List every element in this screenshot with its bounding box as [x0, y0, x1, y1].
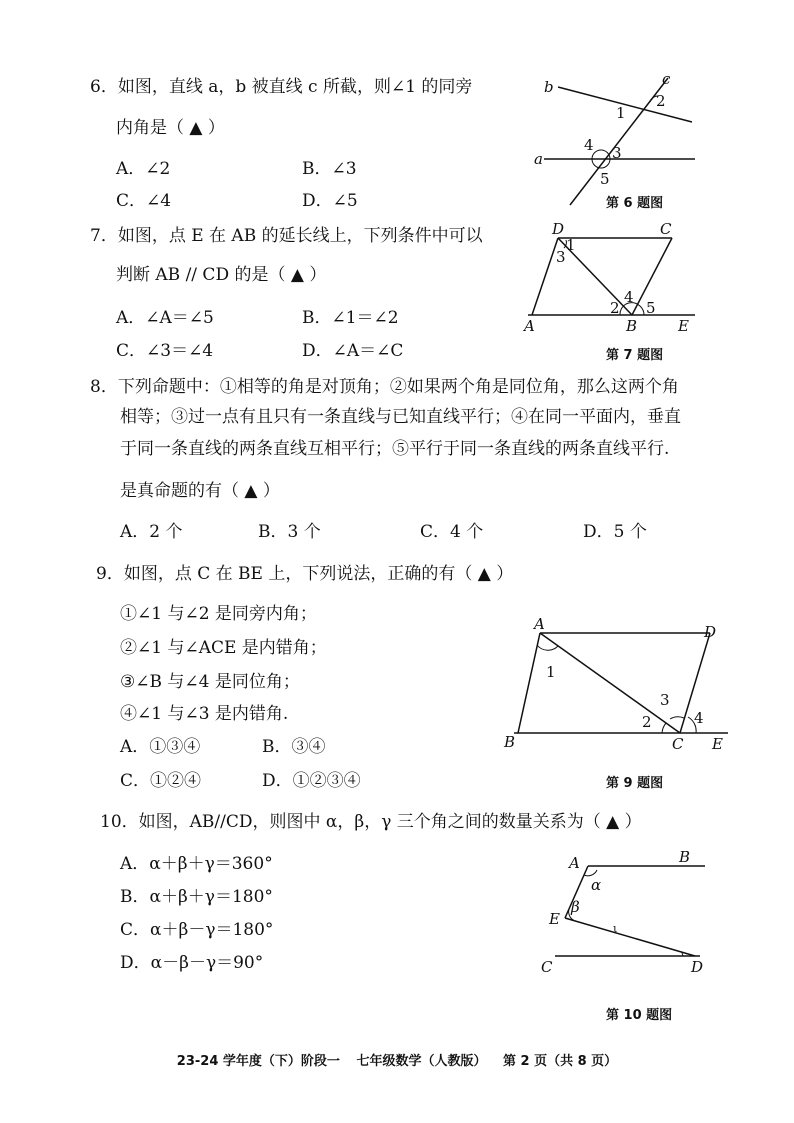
q8-line-3: 于同一条直线的两条直线互相平行；⑤平行于同一条直线的两条直线平行. — [120, 439, 670, 459]
q7-stem: 7．如图，点 E 在 AB 的延长线上，下列条件中可以 — [90, 226, 483, 246]
q7-caption: 第 7 题图 — [606, 348, 664, 363]
q7-label-4: 4 — [624, 288, 634, 306]
q8-option-c: C．4 个 — [420, 522, 484, 542]
q9-figure — [500, 615, 730, 755]
q10-label-a: A — [569, 854, 580, 872]
q7-label-3: 3 — [556, 248, 566, 266]
q9-option-a: A．①③④ — [120, 737, 201, 757]
q10-segment-ed — [565, 918, 695, 956]
q9-option-b: B．③④ — [262, 737, 326, 757]
q7-label-e: E — [678, 317, 689, 335]
q10-figure — [535, 848, 715, 978]
q6-stem-cont: 内角是（ ▲ ） — [116, 118, 225, 138]
q9-angle-arcs — [537, 645, 696, 733]
q9-segment-ab — [518, 633, 540, 733]
q9-label-b: B — [504, 733, 516, 751]
footer-exam: 23-24 学年度（下）阶段一 — [176, 1054, 340, 1069]
q8-option-d: D．5 个 — [583, 522, 647, 542]
q7-option-d: D．∠A＝∠C — [302, 341, 404, 361]
q7-label-b: B — [626, 317, 638, 335]
q9-statement-4: ④∠1 与∠3 是内错角. — [120, 704, 289, 724]
q6-label-1: 1 — [616, 104, 626, 122]
q6-label-c: c — [662, 70, 671, 88]
q6-label-a: a — [534, 150, 543, 168]
q10-caption: 第 10 题图 — [606, 1008, 673, 1023]
q10-option-b: B．α＋β＋γ＝180° — [120, 887, 273, 907]
q10-label-d: D — [691, 958, 704, 976]
q10-option-a: A．α＋β＋γ＝360° — [120, 854, 273, 874]
q7-label-d: D — [552, 220, 565, 238]
q9-label-2: 2 — [642, 713, 652, 731]
q6-stem: 6．如图，直线 a，b 被直线 c 所截，则∠1 的同旁 — [90, 77, 473, 97]
q8-line-2: 相等；③过一点有且只有一条直线与已知直线平行；④在同一平面内，垂直 — [120, 407, 681, 427]
q10-label-gamma-mark: ι — [613, 922, 618, 935]
q6-label-5: 5 — [600, 170, 610, 188]
q9-statement-3: ③∠B 与∠4 是同位角； — [120, 672, 300, 692]
q10-label-c: C — [541, 958, 553, 976]
q9-label-d: D — [704, 623, 717, 641]
q10-angle-arcs — [569, 870, 683, 956]
q10-label-beta: β — [571, 898, 580, 916]
q9-caption: 第 9 题图 — [606, 776, 664, 791]
q9-statement-2: ②∠1 与∠ACE 是内错角； — [120, 638, 327, 658]
q6-label-b: b — [544, 78, 554, 96]
footer-page-number: 第 2 页（共 8 页） — [502, 1054, 618, 1069]
q6-label-4: 4 — [584, 136, 594, 154]
q10-label-e: E — [549, 910, 560, 928]
q9-label-e: E — [712, 735, 723, 753]
q9-segment-ac — [540, 633, 680, 733]
q9-option-d: D．①②③④ — [262, 771, 361, 791]
q7-stem-cont: 判断 AB // CD 的是（ ▲ ） — [116, 265, 327, 285]
q9-statement-1: ①∠1 与∠2 是同旁内角； — [120, 604, 317, 624]
q6-option-d: D．∠5 — [302, 191, 358, 211]
q7-segment-ad — [532, 238, 558, 315]
q7-label-1: 1 — [566, 236, 576, 254]
q10-option-c: C．α＋β－γ＝180° — [120, 920, 274, 940]
q6-label-3: 3 — [612, 144, 622, 162]
q9-label-1: 1 — [546, 663, 556, 681]
q6-caption: 第 6 题图 — [606, 196, 664, 211]
q7-label-5: 5 — [646, 299, 656, 317]
q6-option-b: B．∠3 — [302, 159, 357, 179]
q10-stem: 10．如图，AB//CD，则图中 α，β，γ 三个角之间的数量关系为（ ▲ ） — [100, 812, 642, 832]
q7-option-b: B．∠1＝∠2 — [302, 308, 399, 328]
q7-label-c: C — [660, 220, 672, 238]
q8-line-4: 是真命题的有（ ▲ ） — [120, 481, 280, 501]
q9-label-a: A — [534, 615, 545, 633]
q6-option-c: C．∠4 — [116, 191, 172, 211]
q10-label-b: B — [679, 848, 691, 866]
page-footer — [0, 1050, 794, 1069]
q7-option-c: C．∠3＝∠4 — [116, 341, 214, 361]
q9-option-c: C．①②④ — [120, 771, 202, 791]
q7-option-a: A．∠A＝∠5 — [116, 308, 214, 328]
q8-stem: 8．下列命题中：①相等的角是对顶角；②如果两个角是同位角，那么这两个角 — [90, 377, 679, 397]
q9-label-4: 4 — [694, 709, 704, 727]
q9-stem: 9．如图，点 C 在 BE 上，下列说法，正确的有（ ▲ ） — [96, 564, 514, 584]
q6-label-2: 2 — [656, 92, 666, 110]
q9-label-c: C — [672, 735, 684, 753]
q7-figure — [520, 220, 700, 335]
q8-option-b: B．3 个 — [258, 522, 321, 542]
q10-label-alpha: α — [591, 876, 602, 894]
q10-option-d: D．α－β－γ＝90° — [120, 953, 264, 973]
q7-label-2: 2 — [610, 299, 620, 317]
q6-option-a: A．∠2 — [116, 159, 171, 179]
q9-label-3: 3 — [660, 691, 670, 709]
footer-subject: 七年级数学（人教版） — [356, 1054, 487, 1069]
q6-figure — [530, 70, 710, 200]
q7-label-a: A — [524, 317, 535, 335]
q8-option-a: A．2 个 — [120, 522, 183, 542]
